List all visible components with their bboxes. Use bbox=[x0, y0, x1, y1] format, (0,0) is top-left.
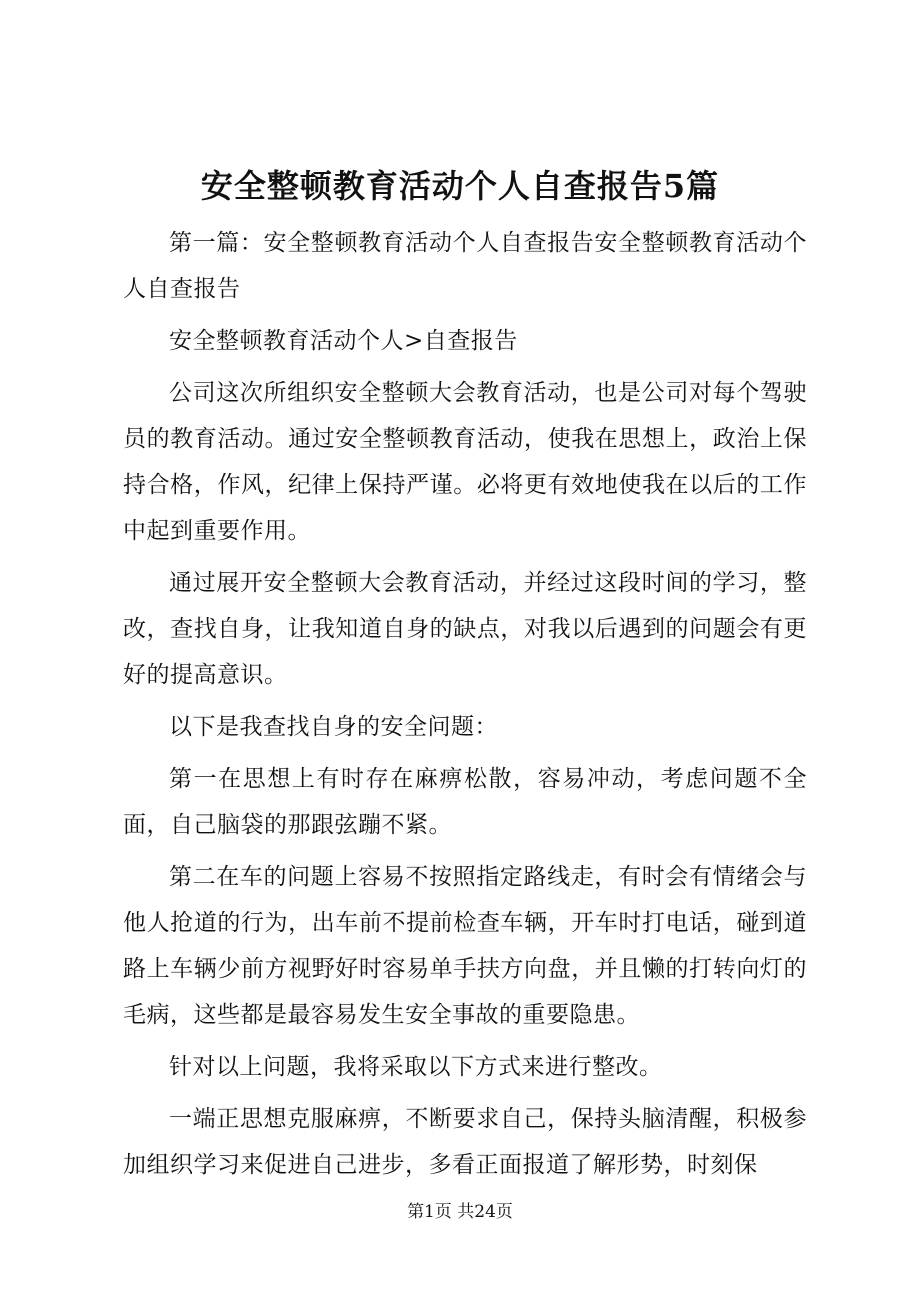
paragraph: 一端正思想克服麻痹，不断要求自己，保持头脑清醒，积极参加组织学习来促进自己进步，多看正面报道了解形势，时刻保 bbox=[123, 1106, 807, 1178]
paragraph: 通过展开安全整顿大会教育活动，并经过这段时间的学习，整改，查找自身，让我知道自身的缺点，对我以后遇到的问题会有更好的提高意识。 bbox=[123, 570, 807, 688]
paragraph: 公司这次所组织安全整顿大会教育活动，也是公司对每个驾驶员的教育活动。通过安全整顿教育活动，使我在思想上，政治上保持合格，作风，纪律上保持严谨。必将更有效地使我在以后的工作中起到重要作用。 bbox=[123, 380, 807, 544]
paragraph: 针对以上问题，我将采取以下方式来进行整改。 bbox=[169, 1054, 663, 1080]
document-title: 安全整顿教育活动个人自查报告5篇 bbox=[200, 167, 720, 205]
page-footer: 第1页 共24页 bbox=[407, 1202, 513, 1222]
paragraph: 第二在车的问题上容易不按照指定路线走，有时会有情绪会与他人抢道的行为，出车前不提前检查车辆，开车时打电话，碰到道路上车辆少前方视野好时容易单手扶方向盘，并且懒的打转向灯的毛病，这些都是最容易发生安全事故的重要隐患。 bbox=[123, 864, 807, 1028]
paragraph: 第一在思想上有时存在麻痹松散，容易冲动，考虑问题不全面，自己脑袋的那跟弦蹦不紧。 bbox=[123, 766, 807, 838]
paragraph: 第一篇：安全整顿教育活动个人自查报告安全整顿教育活动个人自查报告 bbox=[123, 230, 807, 302]
paragraph: 以下是我查找自身的安全问题： bbox=[169, 714, 498, 740]
paragraph: 安全整顿教育活动个人>自查报告 bbox=[169, 328, 518, 354]
document-body bbox=[123, 220, 807, 1194]
